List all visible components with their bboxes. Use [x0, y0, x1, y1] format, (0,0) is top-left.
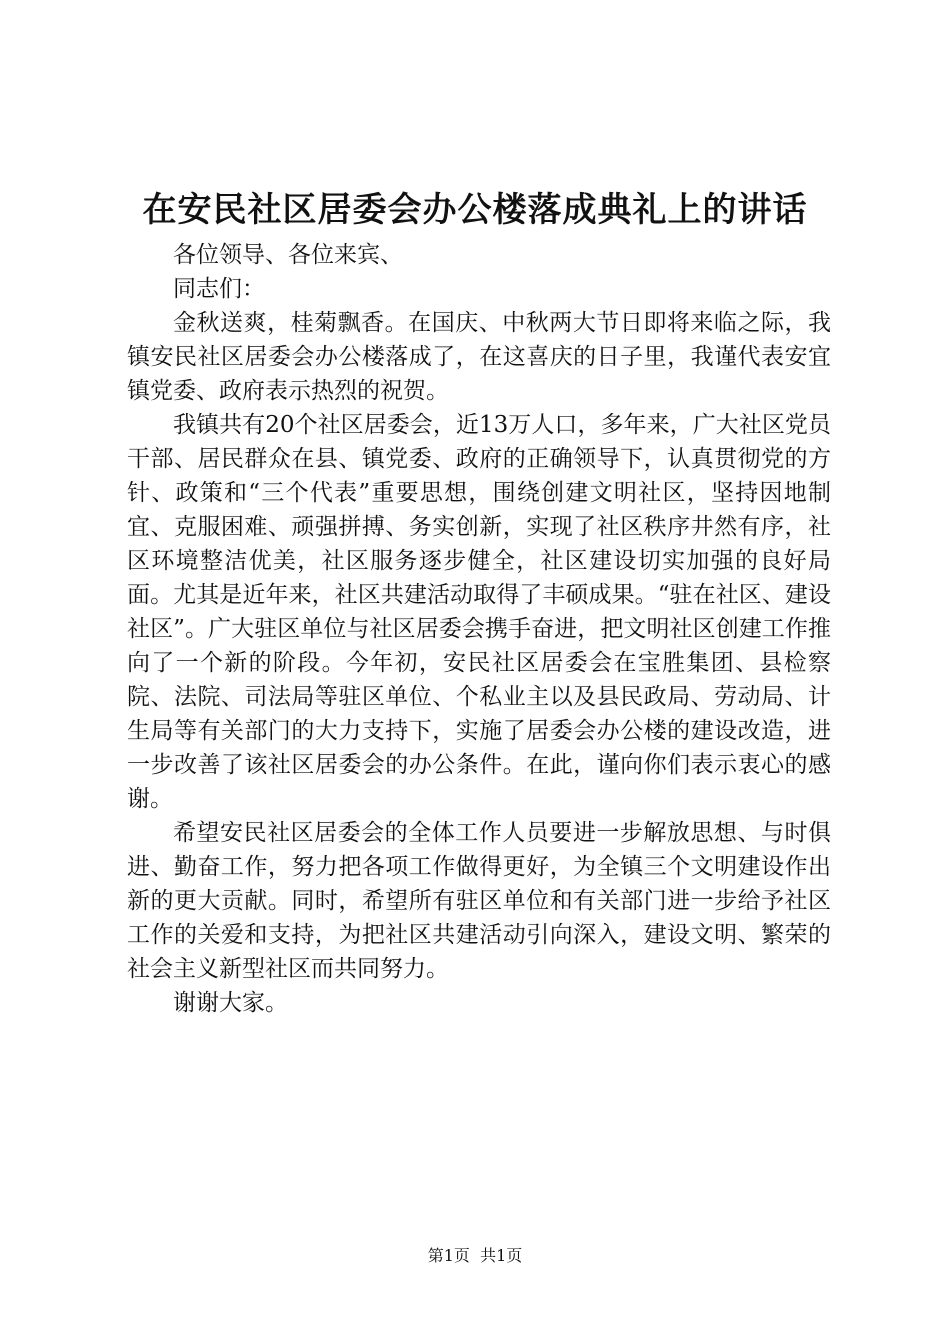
- body-paragraph: 我镇共有20个社区居委会，近13万人口，多年来，广大社区党员干部、居民群众在县、镇党委、政府的正确领导下，认真贯彻党的方针、政策和“三个代表”重要思想，围绕创建文明社区，坚持因地制宜、克服困难、顽强拼搏、务实创新，实现了社区秩序井然有序，社区环境整洁优美，社区服务逐步健全，社区建设切实加强的良好局面。尤其是近年来，社区共建活动取得了丰硕成果。“驻在社区、建设社区”。广大驻区单位与社区居委会携手奋进，把文明社区创建工作推向了一个新的阶段。今年初，安民社区居委会在宝胜集团、县检察院、法院、司法局等驻区单位、个私业主以及县民政局、劳动局、计生局等有关部门的大力支持下，实施了居委会办公楼的建设改造，进一步改善了该社区居委会的办公条件。在此，谨向你们表示衷心的感谢。: [127, 412, 831, 812]
- body-paragraph: 希望安民社区居委会的全体工作人员要进一步解放思想、与时俱进、勤奋工作，努力把各项工作做得更好，为全镇三个文明建设作出新的更大贡献。同时，希望所有驻区单位和有关部门进一步给予社区工作的关爱和支持，为把社区共建活动引向深入，建设文明、繁荣的社会主义新型社区而共同努力。: [127, 820, 831, 982]
- closing-line: 谢谢大家。: [173, 990, 288, 1016]
- salutation-line: 同志们：: [173, 276, 265, 302]
- document-title: 在安民社区居委会办公楼落成典礼上的讲话: [142, 190, 808, 230]
- salutation-line: 各位领导、各位来宾、: [173, 242, 403, 268]
- body-paragraph: 金秋送爽，桂菊飘香。在国庆、中秋两大节日即将来临之际，我镇安民社区居委会办公楼落成了，在这喜庆的日子里，我谨代表安宜镇党委、政府表示热烈的祝贺。: [127, 310, 831, 404]
- document-body: [127, 238, 831, 1020]
- page-footer: [0, 1244, 950, 1268]
- page-number: 第1页 共1页: [427, 1246, 523, 1265]
